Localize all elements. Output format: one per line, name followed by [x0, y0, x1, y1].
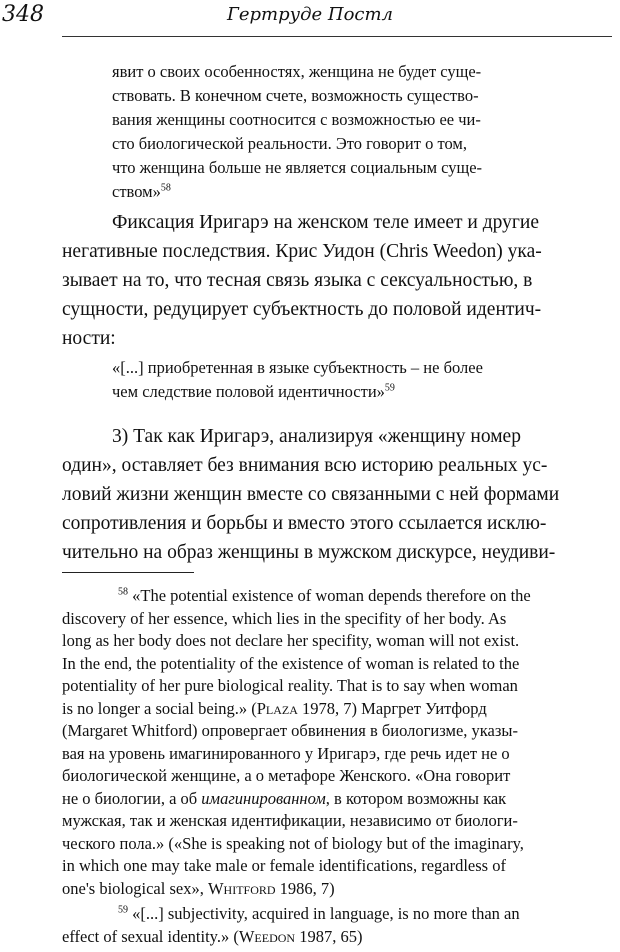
header-rule	[62, 36, 612, 37]
emphasis: имагинированном	[201, 788, 326, 808]
text-line: чительно на образ женщины в мужском дискурсе, неудиви-	[62, 542, 556, 563]
text-line	[118, 904, 520, 924]
page-number: 348	[2, 2, 44, 27]
text-line: ности:	[62, 328, 116, 349]
text-line	[62, 699, 487, 719]
text-fragment: чем следствие половой идентичности»	[112, 382, 385, 401]
text-line: биологической женщине, а о метафоре Женского. «Она говорит	[62, 766, 511, 785]
text-fragment: one's biological sex»,	[62, 878, 208, 898]
text-fragment: 1986, 7)	[275, 878, 335, 898]
text-line: Фиксация Иригарэ на женском теле имеет и другие	[112, 212, 539, 233]
author-name: Whitford	[207, 878, 276, 898]
text-line: вания женщины соотносится с возможностью ее чи-	[112, 110, 481, 129]
footnote-reference: 59	[384, 382, 395, 394]
text-line	[62, 879, 335, 899]
text-line: явит о своих особенностях, женщина не будет суще-	[112, 62, 482, 81]
text-line: вая на уровень имагинированного у Иригарэ, где речь идет не о	[62, 743, 510, 763]
text-line: (Margaret Whitford) опровергает обвинения в биологизме, указы-	[62, 721, 518, 740]
text-line: один», оставляет без внимания всю историю реальных ус-	[62, 455, 548, 476]
page-header	[0, 2, 620, 32]
text-fragment: 1987, 65)	[295, 926, 363, 946]
text-line: сопротивления и борьбы и вместо этого ссылается исклю-	[62, 513, 547, 534]
text-fragment: «[...] subjectivity, acquired in language, is no more than an	[128, 904, 520, 923]
text-fragment: is no longer a social being.» (	[62, 698, 257, 718]
author-name: Weedon	[238, 926, 296, 946]
text-line: что женщина больше не является социальным суще-	[112, 158, 483, 177]
text-line	[118, 586, 531, 606]
text-line: зывает на то, что тесная связь языка с сексуальностью, в	[62, 270, 533, 291]
text-line: «[...] приобретенная в языке субъектность – не более	[112, 358, 483, 377]
text-line: ствовать. В конечном счете, возможность существо-	[112, 86, 479, 105]
text-fragment: не о биологии, а об	[62, 788, 202, 808]
footnote-number: 58	[118, 586, 128, 598]
text-fragment: , в котором возможны как	[325, 788, 507, 808]
text-line: негативные последствия. Крис Уидон (Chris Weedon) ука-	[62, 241, 542, 262]
text-line: ловий жизни женщин вместе со связанными с ней формами	[62, 484, 560, 505]
text-line	[62, 789, 506, 809]
footnote-separator	[62, 572, 194, 573]
text-line: сущности, редуцирует субъектность до половой идентич-	[62, 299, 542, 320]
text-line: 3) Так как Иригарэ, анализируя «женщину номер	[112, 426, 521, 447]
text-line: мужская, так и женская идентификации, независимо от биологи-	[62, 811, 518, 830]
text-line: In the end, the potentiality of the existence of woman is related to the	[62, 653, 520, 673]
text-line: potentiality of her pure biological reality. That is to say when woman	[62, 676, 518, 695]
text-line	[112, 382, 395, 402]
running-title: Гертруде Постл	[226, 4, 394, 25]
text-fragment: effect of sexual identity.» (	[62, 926, 239, 946]
text-fragment: ством»	[112, 182, 161, 201]
text-line: long as her body does not declare her specifity, woman will not exist.	[62, 631, 520, 650]
footnote-number: 59	[118, 904, 128, 916]
text-line	[112, 182, 171, 202]
footnote-reference: 58	[160, 182, 171, 194]
text-line: сто биологической реальности. Это говорит о том,	[112, 134, 467, 153]
text-line: discovery of her essence, which lies in the specifity of her body. As	[62, 608, 507, 628]
text-line: ческого пола.» («She is speaking not of biology but of the imaginary,	[62, 833, 524, 853]
text-line	[62, 927, 362, 947]
text-fragment: 1978, 7) Маргрет Уитфорд	[297, 698, 487, 718]
author-name: Plaza	[256, 698, 298, 718]
text-line: in which one may take male or female identifications, regardless of	[62, 856, 506, 875]
text-fragment: «The potential existence of woman depends therefore on the	[132, 586, 531, 605]
